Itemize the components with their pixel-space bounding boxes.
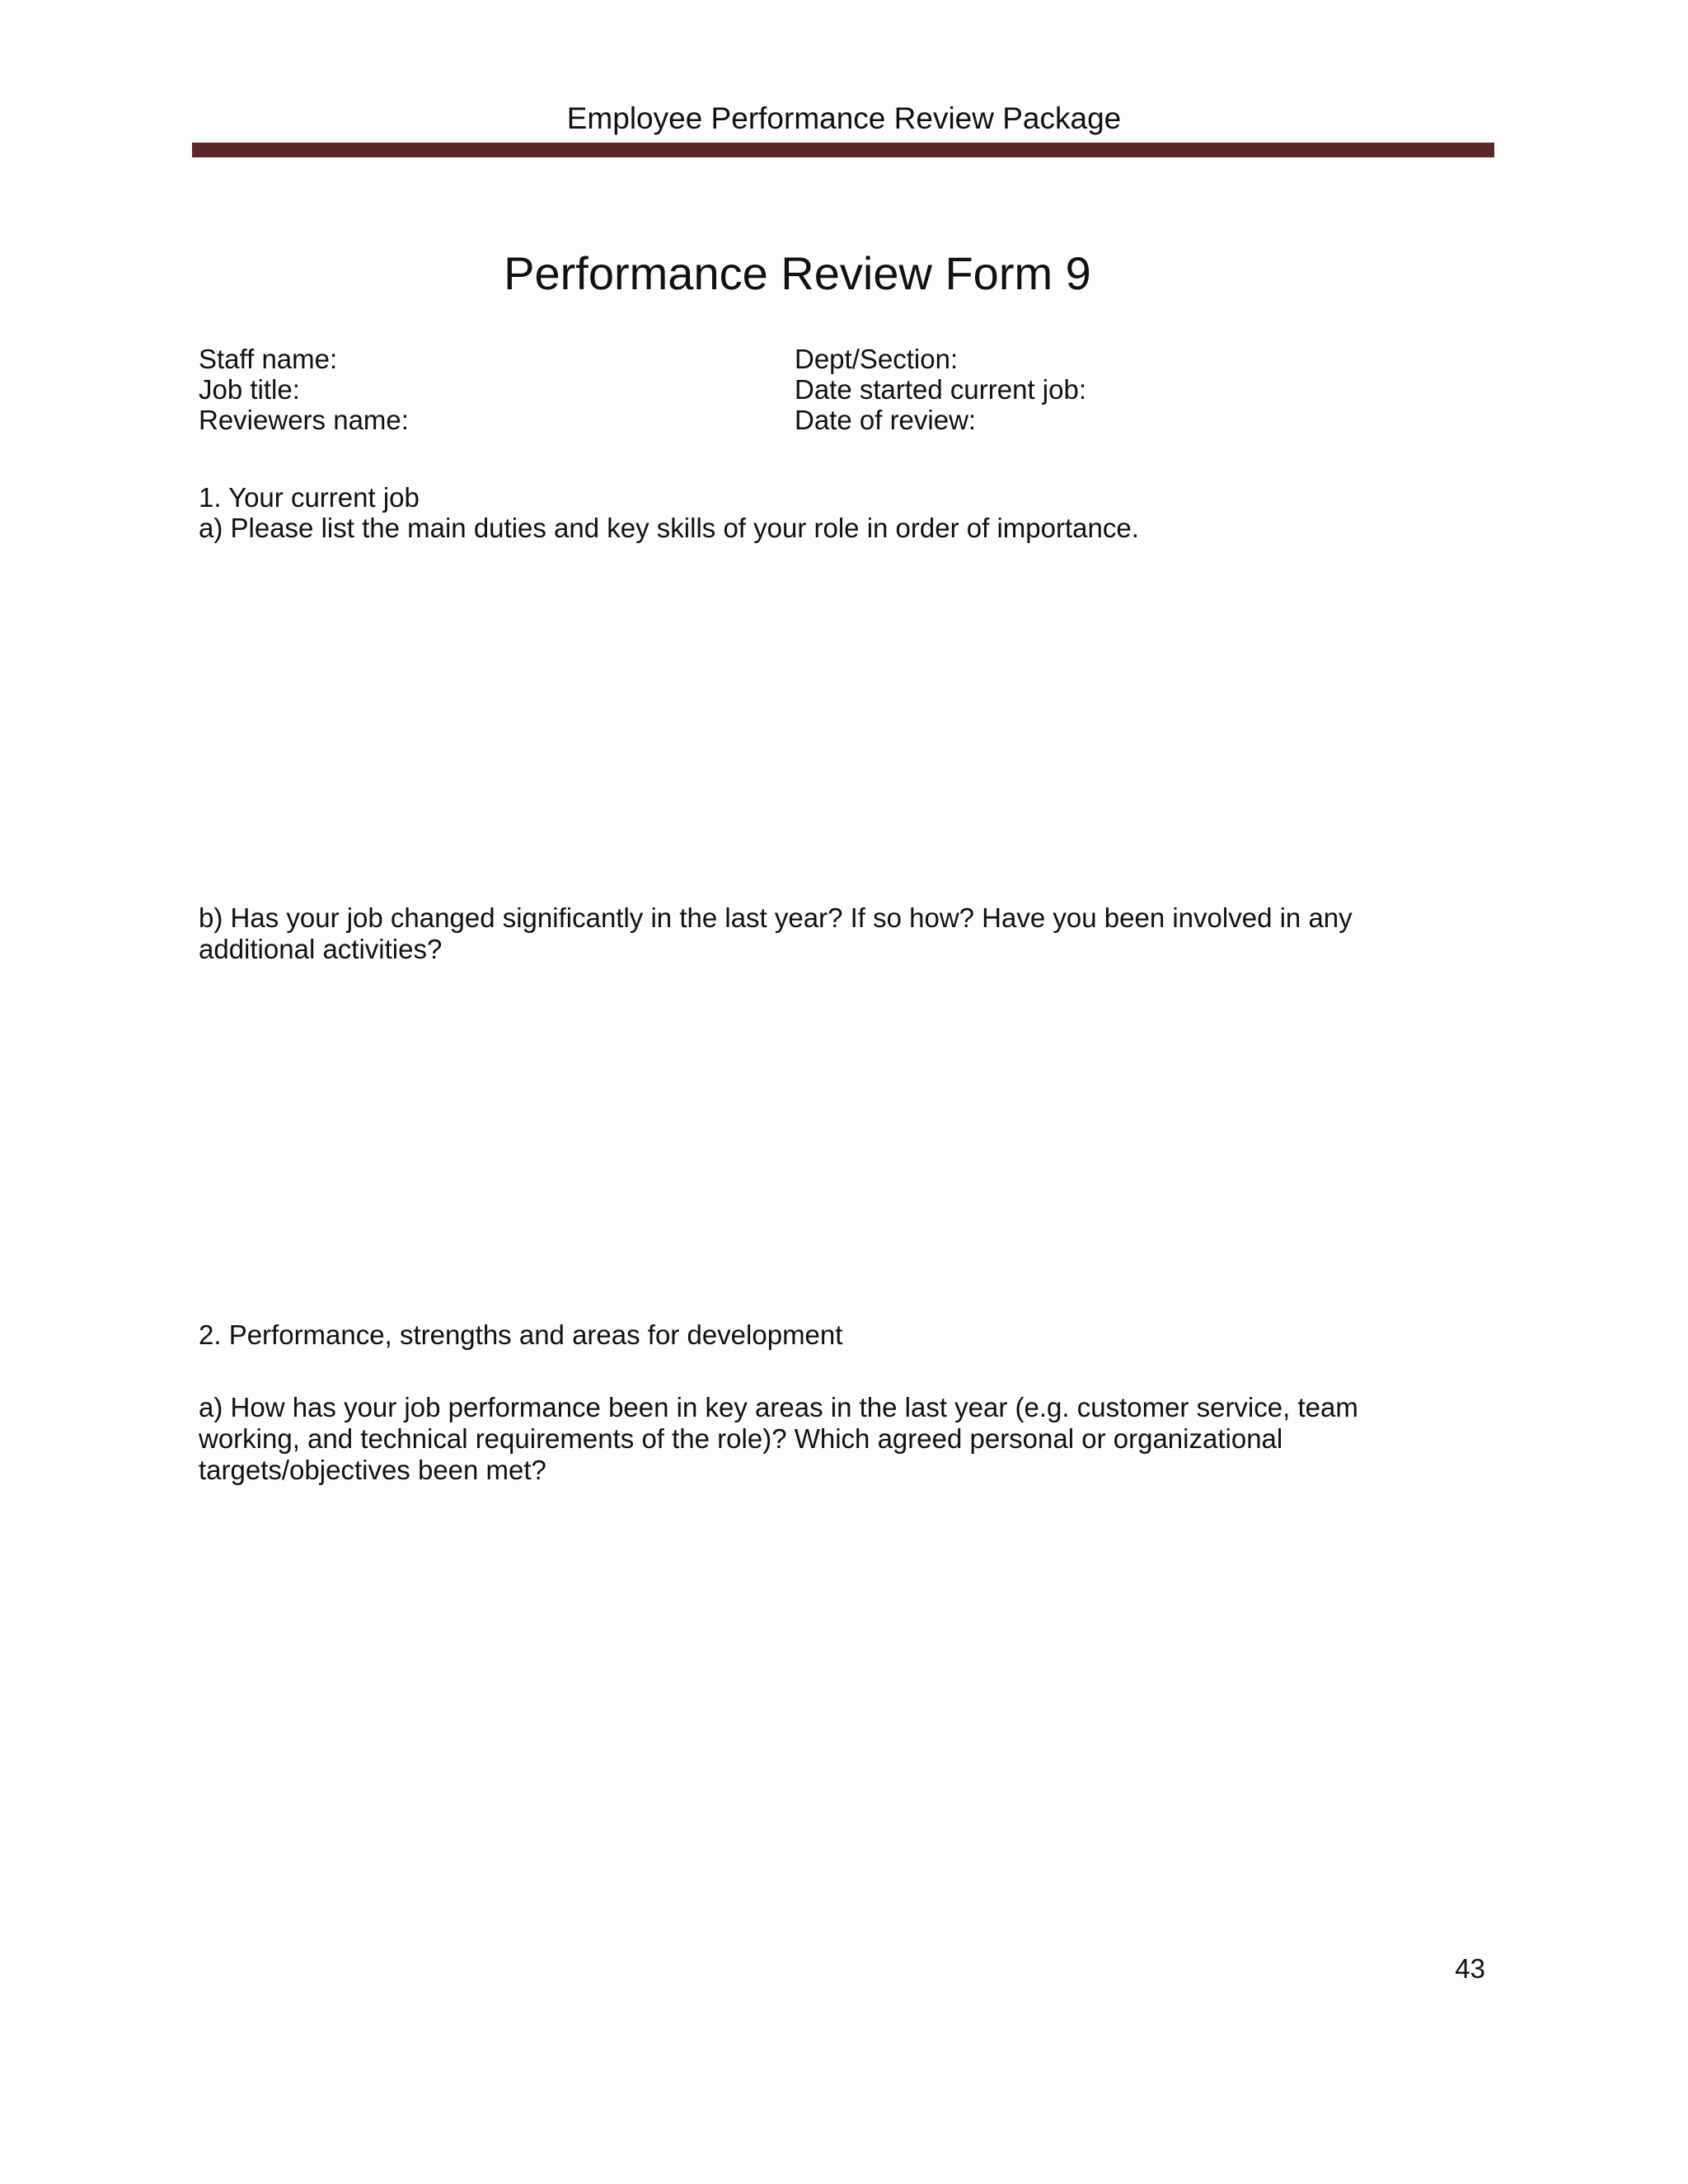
section-1-question-a: a) Please list the main duties and key skills of your role in order of importance.	[199, 513, 1139, 543]
document-header-title: Employee Performance Review Package	[566, 101, 1122, 135]
header-divider	[192, 143, 1494, 157]
section-2-question-a: a) How has your job performance been in key areas in the last year (e.g. customer service, team working, and technical requirements of the role)? Which agreed personal or organizational targets/objectives been met?	[199, 1392, 1358, 1485]
reviewers-name-label: Reviewers name:	[199, 405, 409, 435]
date-started-label: Date started current job:	[795, 374, 1087, 405]
staff-name-label: Staff name:	[199, 344, 338, 374]
section-2-heading: 2. Performance, strengths and areas for development	[199, 1319, 843, 1350]
date-of-review-label: Date of review:	[795, 405, 977, 435]
job-title-label: Job title:	[199, 374, 300, 405]
page-number: 43	[1455, 1953, 1485, 1984]
section-1-heading: 1. Your current job	[199, 482, 420, 513]
form-title: Performance Review Form 9	[504, 247, 1091, 299]
dept-section-label: Dept/Section:	[795, 344, 959, 374]
section-1-question-b: b) Has your job changed significantly in the last year? If so how? Have you been involved in any additional activities?	[199, 902, 1353, 964]
